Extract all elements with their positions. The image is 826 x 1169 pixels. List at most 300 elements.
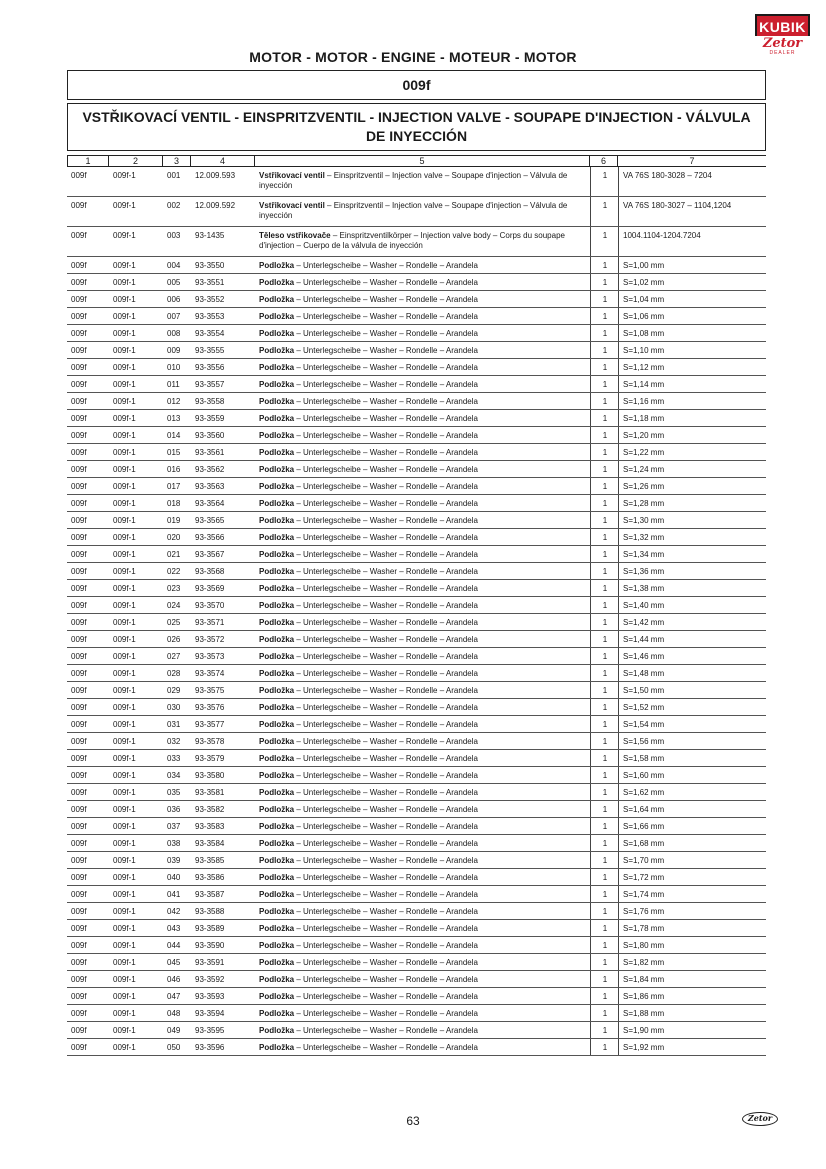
description-term: Podložka (259, 1043, 295, 1052)
table-row (67, 444, 766, 461)
column-divider (618, 631, 619, 647)
cell-description (259, 584, 589, 594)
column-divider (590, 988, 591, 1004)
table-row (67, 410, 766, 427)
cell-note: S=1,52 mm (623, 703, 665, 712)
cell-note: S=1,34 mm (623, 550, 665, 559)
cell-figure: 009f-1 (113, 448, 136, 457)
column-divider (590, 750, 591, 766)
cell-figure: 009f-1 (113, 584, 136, 593)
cell-note: S=1,80 mm (623, 941, 665, 950)
cell-part-number: 93-3594 (195, 1009, 225, 1018)
cell-description (259, 703, 589, 713)
cell-quantity: 1 (602, 822, 608, 831)
column-divider (618, 733, 619, 749)
cell-description (259, 431, 589, 441)
description-translations: – Unterlegscheibe – Washer – Rondelle – Arandela (294, 516, 478, 525)
description-translations: – Unterlegscheibe – Washer – Rondelle – Arandela (294, 414, 478, 423)
cell-quantity: 1 (602, 380, 608, 389)
description-translations: – Einspritzventil – Injection valve – Soupape d'injection – Válvula de inyección (259, 171, 568, 190)
column-divider (618, 167, 619, 196)
group-code: 009f (67, 70, 766, 100)
cell-quantity: 1 (602, 448, 608, 457)
cell-part-number: 93-3559 (195, 414, 225, 423)
cell-part-number: 93-3569 (195, 584, 225, 593)
description-term: Podložka (259, 397, 295, 406)
cell-position: 009 (167, 346, 181, 355)
cell-group: 009f (71, 499, 87, 508)
cell-part-number: 93-3566 (195, 533, 225, 542)
cell-description (259, 669, 589, 679)
cell-figure: 009f-1 (113, 431, 136, 440)
description-term: Podložka (259, 1009, 295, 1018)
cell-part-number: 93-3550 (195, 261, 225, 270)
column-divider (618, 903, 619, 919)
cell-note: S=1,46 mm (623, 652, 665, 661)
column-divider (618, 937, 619, 953)
cell-position: 031 (167, 720, 181, 729)
column-divider (590, 954, 591, 970)
cell-figure: 009f-1 (113, 261, 136, 270)
description-term: Podložka (259, 312, 295, 321)
column-divider (618, 376, 619, 392)
cell-position: 047 (167, 992, 181, 1001)
column-divider (590, 733, 591, 749)
table-row (67, 1005, 766, 1022)
cell-note: S=1,28 mm (623, 499, 665, 508)
description-translations: – Unterlegscheibe – Washer – Rondelle – Arandela (294, 686, 478, 695)
cell-quantity: 1 (602, 652, 608, 661)
description-term: Podložka (259, 720, 295, 729)
column-divider (618, 529, 619, 545)
cell-group: 009f (71, 171, 87, 180)
table-row (67, 988, 766, 1005)
cell-description (259, 1043, 589, 1053)
table-row (67, 597, 766, 614)
column-divider (590, 393, 591, 409)
cell-group: 009f (71, 201, 87, 210)
cell-quantity: 1 (602, 465, 608, 474)
description-term: Podložka (259, 941, 295, 950)
cell-note: S=1,86 mm (623, 992, 665, 1001)
cell-quantity: 1 (602, 516, 608, 525)
table-row (67, 478, 766, 495)
cell-description (259, 618, 589, 628)
cell-group: 009f (71, 295, 87, 304)
cell-figure: 009f-1 (113, 550, 136, 559)
cell-position: 043 (167, 924, 181, 933)
cell-position: 036 (167, 805, 181, 814)
cell-figure: 009f-1 (113, 822, 136, 831)
cell-part-number: 93-1435 (195, 231, 225, 240)
table-row (67, 529, 766, 546)
cell-group: 009f (71, 635, 87, 644)
cell-group: 009f (71, 788, 87, 797)
cell-position: 032 (167, 737, 181, 746)
cell-note: S=1,82 mm (623, 958, 665, 967)
column-divider (618, 580, 619, 596)
cell-part-number: 93-3591 (195, 958, 225, 967)
cell-description (259, 295, 589, 305)
column-divider (590, 1039, 591, 1055)
cell-part-number: 93-3573 (195, 652, 225, 661)
column-divider (590, 257, 591, 273)
description-translations: – Unterlegscheibe – Washer – Rondelle – Arandela (294, 737, 478, 746)
table-row (67, 167, 766, 197)
cell-part-number: 12.009.592 (195, 201, 236, 210)
description-translations: – Unterlegscheibe – Washer – Rondelle – Arandela (294, 346, 478, 355)
cell-description (259, 465, 589, 475)
cell-figure: 009f-1 (113, 329, 136, 338)
table-row (67, 563, 766, 580)
description-translations: – Unterlegscheibe – Washer – Rondelle – Arandela (294, 975, 478, 984)
cell-quantity: 1 (602, 231, 608, 240)
cell-position: 013 (167, 414, 181, 423)
description-term: Podložka (259, 652, 295, 661)
column-divider (590, 835, 591, 851)
column-divider (618, 835, 619, 851)
cell-figure: 009f-1 (113, 890, 136, 899)
column-header-6: 6 (590, 156, 618, 167)
cell-position: 034 (167, 771, 181, 780)
cell-part-number: 93-3563 (195, 482, 225, 491)
description-term: Podložka (259, 788, 295, 797)
cell-note: S=1,38 mm (623, 584, 665, 593)
column-divider (590, 495, 591, 511)
column-divider (590, 886, 591, 902)
table-row (67, 835, 766, 852)
description-term: Podložka (259, 618, 295, 627)
column-divider (590, 1005, 591, 1021)
column-divider (590, 818, 591, 834)
cell-part-number: 93-3575 (195, 686, 225, 695)
cell-position: 012 (167, 397, 181, 406)
column-divider (618, 227, 619, 256)
cell-figure: 009f-1 (113, 346, 136, 355)
column-divider (618, 274, 619, 290)
cell-position: 024 (167, 601, 181, 610)
description-term: Vstřikovací ventil (259, 171, 325, 180)
cell-description (259, 890, 589, 900)
cell-group: 009f (71, 448, 87, 457)
table-header-row (67, 155, 766, 167)
description-term: Těleso vstřikovače (259, 231, 331, 240)
cell-position: 030 (167, 703, 181, 712)
column-header-4: 4 (191, 156, 255, 167)
cell-quantity: 1 (602, 635, 608, 644)
table-row (67, 733, 766, 750)
cell-quantity: 1 (602, 1026, 608, 1035)
column-divider (590, 461, 591, 477)
cell-group: 009f (71, 329, 87, 338)
cell-quantity: 1 (602, 873, 608, 882)
cell-part-number: 93-3570 (195, 601, 225, 610)
description-term: Podložka (259, 584, 295, 593)
cell-quantity: 1 (602, 482, 608, 491)
column-divider (618, 784, 619, 800)
cell-note: S=1,14 mm (623, 380, 665, 389)
cell-position: 049 (167, 1026, 181, 1035)
description-term: Podložka (259, 839, 295, 848)
cell-group: 009f (71, 856, 87, 865)
cell-group: 009f (71, 618, 87, 627)
table-row (67, 801, 766, 818)
table-row (67, 291, 766, 308)
description-term: Podložka (259, 363, 295, 372)
column-divider (618, 308, 619, 324)
cell-description (259, 788, 589, 798)
cell-part-number: 93-3551 (195, 278, 225, 287)
column-divider (590, 512, 591, 528)
cell-quantity: 1 (602, 550, 608, 559)
cell-note: S=1,10 mm (623, 346, 665, 355)
cell-part-number: 93-3552 (195, 295, 225, 304)
table-row (67, 716, 766, 733)
column-divider (618, 597, 619, 613)
description-translations: – Unterlegscheibe – Washer – Rondelle – Arandela (294, 771, 478, 780)
cell-quantity: 1 (602, 171, 608, 180)
cell-quantity: 1 (602, 567, 608, 576)
description-translations: – Unterlegscheibe – Washer – Rondelle – Arandela (294, 907, 478, 916)
column-divider (590, 597, 591, 613)
cell-description (259, 737, 589, 747)
cell-group: 009f (71, 567, 87, 576)
column-divider (590, 631, 591, 647)
parts-table (67, 155, 766, 1056)
description-term: Podložka (259, 295, 295, 304)
cell-description (259, 482, 589, 492)
cell-part-number: 93-3586 (195, 873, 225, 882)
cell-position: 038 (167, 839, 181, 848)
table-row (67, 197, 766, 227)
description-translations: – Unterlegscheibe – Washer – Rondelle – Arandela (294, 635, 478, 644)
cell-part-number: 93-3582 (195, 805, 225, 814)
description-term: Podložka (259, 465, 295, 474)
description-translations: – Unterlegscheibe – Washer – Rondelle – Arandela (294, 618, 478, 627)
cell-part-number: 93-3558 (195, 397, 225, 406)
description-translations: – Unterlegscheibe – Washer – Rondelle – Arandela (294, 363, 478, 372)
cell-quantity: 1 (602, 312, 608, 321)
description-translations: – Unterlegscheibe – Washer – Rondelle – Arandela (294, 567, 478, 576)
cell-group: 009f (71, 686, 87, 695)
cell-quantity: 1 (602, 839, 608, 848)
cell-group: 009f (71, 550, 87, 559)
cell-position: 015 (167, 448, 181, 457)
description-translations: – Unterlegscheibe – Washer – Rondelle – Arandela (294, 856, 478, 865)
cell-note: S=1,92 mm (623, 1043, 665, 1052)
cell-group: 009f (71, 771, 87, 780)
cell-figure: 009f-1 (113, 278, 136, 287)
table-row (67, 512, 766, 529)
cell-figure: 009f-1 (113, 380, 136, 389)
cell-description (259, 839, 589, 849)
table-row (67, 614, 766, 631)
table-row (67, 393, 766, 410)
description-translations: – Unterlegscheibe – Washer – Rondelle – Arandela (294, 482, 478, 491)
cell-figure: 009f-1 (113, 618, 136, 627)
description-term: Podložka (259, 822, 295, 831)
cell-part-number: 93-3588 (195, 907, 225, 916)
column-divider (590, 767, 591, 783)
cell-group: 009f (71, 261, 87, 270)
cell-part-number: 93-3556 (195, 363, 225, 372)
cell-description (259, 231, 589, 251)
cell-part-number: 93-3583 (195, 822, 225, 831)
description-term: Podložka (259, 686, 295, 695)
cell-group: 009f (71, 482, 87, 491)
table-row (67, 359, 766, 376)
cell-note: S=1,84 mm (623, 975, 665, 984)
description-term: Podložka (259, 482, 295, 491)
cell-quantity: 1 (602, 669, 608, 678)
cell-position: 048 (167, 1009, 181, 1018)
cell-quantity: 1 (602, 856, 608, 865)
description-translations: – Unterlegscheibe – Washer – Rondelle – Arandela (294, 448, 478, 457)
cell-note: S=1,48 mm (623, 669, 665, 678)
column-divider (618, 852, 619, 868)
cell-position: 002 (167, 201, 181, 210)
column-divider (590, 971, 591, 987)
cell-quantity: 1 (602, 1009, 608, 1018)
cell-group: 009f (71, 601, 87, 610)
description-term: Podložka (259, 635, 295, 644)
description-translations: – Unterlegscheibe – Washer – Rondelle – Arandela (294, 499, 478, 508)
description-translations: – Unterlegscheibe – Washer – Rondelle – Arandela (294, 805, 478, 814)
table-row (67, 971, 766, 988)
column-divider (618, 886, 619, 902)
table-row (67, 1039, 766, 1056)
cell-position: 007 (167, 312, 181, 321)
cell-position: 023 (167, 584, 181, 593)
description-term: Podložka (259, 533, 295, 542)
cell-note: S=1,50 mm (623, 686, 665, 695)
description-translations: – Einspritzventil – Injection valve – Soupape d'injection – Válvula de inyección (259, 201, 568, 220)
cell-position: 003 (167, 231, 181, 240)
table-row (67, 699, 766, 716)
description-term: Podložka (259, 907, 295, 916)
cell-note: S=1,88 mm (623, 1009, 665, 1018)
table-row (67, 546, 766, 563)
description-translations: – Unterlegscheibe – Washer – Rondelle – Arandela (294, 431, 478, 440)
column-divider (618, 478, 619, 494)
cell-description (259, 856, 589, 866)
column-divider (618, 563, 619, 579)
description-term: Podložka (259, 414, 295, 423)
cell-position: 042 (167, 907, 181, 916)
cell-part-number: 93-3589 (195, 924, 225, 933)
column-header-7: 7 (689, 156, 695, 166)
table-row (67, 665, 766, 682)
column-divider (590, 648, 591, 664)
column-divider (590, 852, 591, 868)
cell-figure: 009f-1 (113, 686, 136, 695)
column-divider (618, 427, 619, 443)
cell-group: 009f (71, 839, 87, 848)
cell-figure: 009f-1 (113, 975, 136, 984)
cell-figure: 009f-1 (113, 873, 136, 882)
logo-zetor-text: Zetor (762, 36, 803, 51)
cell-position: 041 (167, 890, 181, 899)
column-divider (590, 716, 591, 732)
cell-position: 026 (167, 635, 181, 644)
cell-description (259, 261, 589, 271)
cell-figure: 009f-1 (113, 414, 136, 423)
table-row (67, 682, 766, 699)
cell-part-number: 93-3580 (195, 771, 225, 780)
cell-note: S=1,40 mm (623, 601, 665, 610)
cell-description (259, 380, 589, 390)
zetor-footer-logo: Zetor (742, 1112, 778, 1126)
cell-figure: 009f-1 (113, 312, 136, 321)
table-row (67, 869, 766, 886)
description-translations: – Unterlegscheibe – Washer – Rondelle – Arandela (294, 941, 478, 950)
column-divider (590, 444, 591, 460)
column-divider (590, 529, 591, 545)
cell-figure: 009f-1 (113, 567, 136, 576)
table-row (67, 784, 766, 801)
cell-quantity: 1 (602, 975, 608, 984)
page-header: MOTOR - MOTOR - ENGINE - MOTEUR - MOTOR (249, 49, 577, 65)
column-header-2: 2 (109, 156, 163, 167)
cell-position: 044 (167, 941, 181, 950)
cell-quantity: 1 (602, 754, 608, 763)
cell-quantity: 1 (602, 805, 608, 814)
cell-position: 017 (167, 482, 181, 491)
column-divider (590, 682, 591, 698)
cell-note: S=1,62 mm (623, 788, 665, 797)
cell-part-number: 93-3562 (195, 465, 225, 474)
cell-quantity: 1 (602, 533, 608, 542)
cell-part-number: 93-3584 (195, 839, 225, 848)
cell-description (259, 567, 589, 577)
column-divider (618, 444, 619, 460)
cell-description (259, 686, 589, 696)
cell-part-number: 93-3564 (195, 499, 225, 508)
cell-group: 009f (71, 873, 87, 882)
kubik-zetor-logo (755, 14, 810, 54)
cell-quantity: 1 (602, 584, 608, 593)
column-divider (590, 665, 591, 681)
description-term: Podložka (259, 601, 295, 610)
column-divider (618, 1005, 619, 1021)
cell-position: 019 (167, 516, 181, 525)
column-divider (590, 376, 591, 392)
description-translations: – Unterlegscheibe – Washer – Rondelle – Arandela (294, 1009, 478, 1018)
description-translations: – Unterlegscheibe – Washer – Rondelle – Arandela (294, 1026, 478, 1035)
table-row (67, 886, 766, 903)
cell-group: 009f (71, 703, 87, 712)
cell-quantity: 1 (602, 703, 608, 712)
table-row (67, 852, 766, 869)
description-term: Podložka (259, 669, 295, 678)
column-divider (590, 937, 591, 953)
description-term: Podložka (259, 805, 295, 814)
table-row (67, 937, 766, 954)
cell-quantity: 1 (602, 397, 608, 406)
cell-part-number: 93-3554 (195, 329, 225, 338)
column-divider (590, 699, 591, 715)
cell-part-number: 12.009.593 (195, 171, 236, 180)
description-translations: – Unterlegscheibe – Washer – Rondelle – Arandela (294, 312, 478, 321)
column-header-1: 1 (67, 156, 109, 167)
cell-position: 021 (167, 550, 181, 559)
column-divider (590, 308, 591, 324)
column-divider (618, 614, 619, 630)
column-divider (590, 325, 591, 341)
cell-quantity: 1 (602, 992, 608, 1001)
table-row (67, 227, 766, 257)
cell-description (259, 720, 589, 730)
